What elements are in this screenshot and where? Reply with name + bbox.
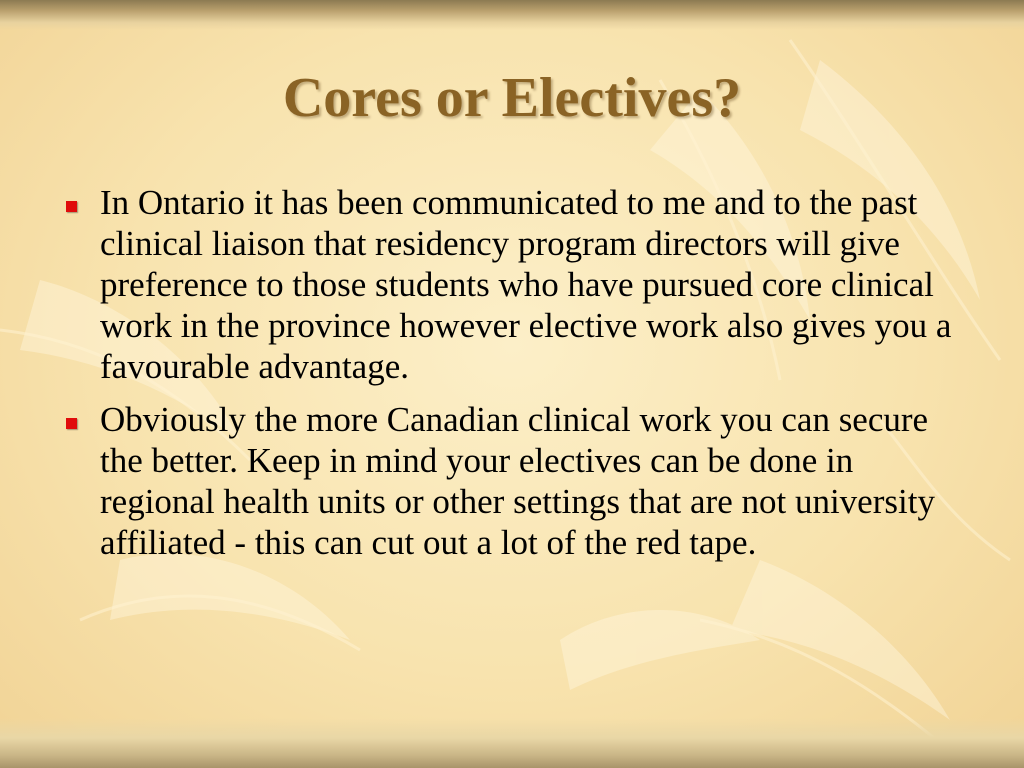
bottom-border-band [0,718,1024,768]
slide-title: Cores or Electives? [282,67,742,129]
red-square-bullet-icon [66,418,77,429]
bullet-text: Obviously the more Canadian clinical work you can secure the better. Keep in mind your electives can be done in regional health units or other settings that are not university affiliated - this can cut out a lot of the red tape. [100,400,935,562]
bullet-list [60,182,970,575]
bullet-text: In Ontario it has been communicated to me and to the past clinical liaison that residency program directors will give preference to those students who have pursued core clinical work in the province however elective work also gives you a favourable advantage. [100,183,952,386]
red-square-bullet-icon [66,201,77,212]
bullet-item [60,399,970,563]
bullet-item [60,182,970,387]
